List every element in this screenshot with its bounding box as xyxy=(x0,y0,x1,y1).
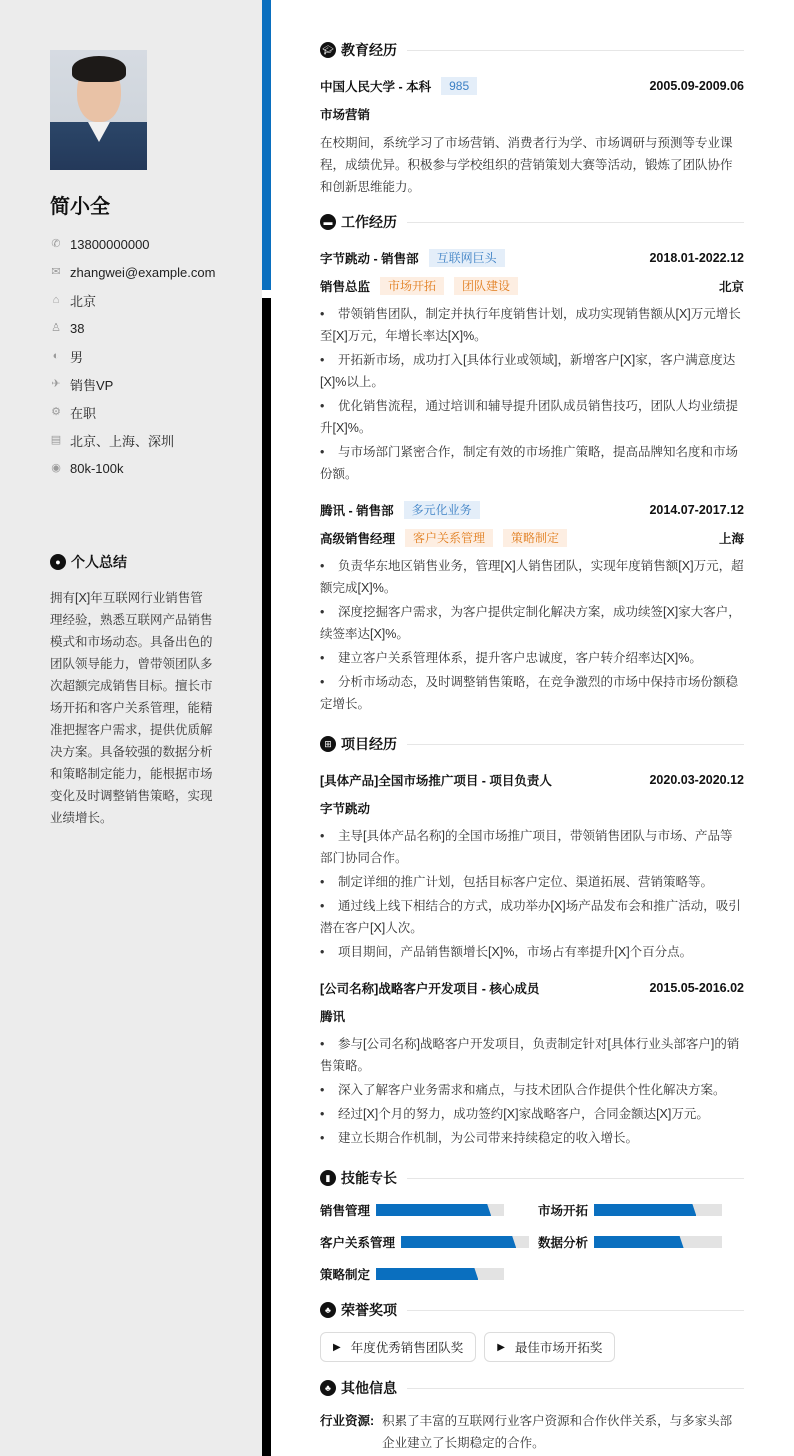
section-education-header xyxy=(320,38,744,62)
work-location: 上海 xyxy=(718,532,744,546)
bullet-item: • 带领销售团队，制定并执行年度销售计划，成功实现销售额从[X]万元增长至[X]万元，年增长率达[X]%。 xyxy=(320,302,744,348)
home-icon: ⌂ xyxy=(52,294,60,306)
age-icon: ♙ xyxy=(51,322,61,334)
briefcase-icon: ▬ xyxy=(320,214,336,230)
section-title: 荣誉奖项 xyxy=(341,1302,397,1318)
work-date: 2018.01-2022.12 xyxy=(649,251,744,265)
skill-bar-fill xyxy=(594,1204,696,1216)
avatar-photo xyxy=(50,50,147,170)
education-entry xyxy=(320,72,744,198)
city-icon: ▤ xyxy=(50,434,62,446)
other-info-value: 积累了丰富的互联网行业客户资源和合作伙伴关系，与多家头部企业建立了长期稳定的合作。 xyxy=(382,1414,733,1450)
project-date: 2020.03-2020.12 xyxy=(649,773,744,787)
award-icon: ♣ xyxy=(320,1302,336,1318)
section-title: 工作经历 xyxy=(341,214,397,230)
award-label: 最佳市场开拓奖 xyxy=(514,1341,603,1355)
skill-item xyxy=(538,1200,744,1220)
bullet-item: • 通过线上线下相结合的方式，成功举办[X]场产品发布会和推广活动，吸引潜在客户[X]人次。 xyxy=(320,894,744,940)
project-entry xyxy=(320,974,744,1150)
play-triangle-icon: ▶ xyxy=(497,1341,505,1353)
work-role-group xyxy=(320,529,567,547)
work-role: 销售总监 xyxy=(320,280,371,294)
role-tag: 策略制定 xyxy=(503,529,567,547)
bullet-item: • 负责华东地区销售业务，管理[X]人销售团队，实现年度销售额[X]万元，超额完成[X]%。 xyxy=(320,554,744,600)
project-name: [公司名称]战略客户开发项目 - 核心成员 xyxy=(320,982,540,996)
project-company: 字节跳动 xyxy=(320,802,371,816)
work-company-group xyxy=(320,249,505,267)
section-title: 其他信息 xyxy=(341,1380,397,1396)
skill-label: 市场开拓 xyxy=(538,1204,589,1218)
work-entry xyxy=(320,496,744,716)
role-tag: 市场开拓 xyxy=(380,277,444,295)
info-phone xyxy=(50,230,215,258)
section-divider xyxy=(407,1310,744,1311)
summary-title: 个人总结 xyxy=(71,554,127,570)
info-gender xyxy=(50,342,215,370)
skill-item xyxy=(538,1232,744,1252)
work-role-row xyxy=(320,272,744,300)
bullet-item: • 制定详细的推广计划，包括目标客户定位、渠道拓展、营销策略等。 xyxy=(320,870,744,894)
company-tag: 多元化业务 xyxy=(404,501,480,519)
summary-text: 拥有[X]年互联网行业销售管理经验，熟悉互联网产品销售模式和市场动态。具备出色的团队领导能力，曾带领团队多次超额完成销售目标。擅长市场开拓和客户关系管理，能精准把握客户需求，提供优质解决方案。具备较强的数据分析和策略制定能力，能根据市场变化及时调整销售策略，实现业绩增长。 xyxy=(50,591,213,825)
skills-grid xyxy=(320,1200,744,1284)
info-value: 13800000000 xyxy=(70,236,150,252)
info-age xyxy=(50,314,215,342)
skill-label: 策略制定 xyxy=(320,1268,371,1282)
accent-bar xyxy=(262,0,271,290)
sidebar xyxy=(0,0,262,1456)
project-name: [具体产品]全国市场推广项目 - 项目负责人 xyxy=(320,774,552,788)
salary-icon: ◉ xyxy=(51,462,61,474)
project-company: 腾讯 xyxy=(320,1010,346,1024)
project-bullets xyxy=(320,1032,744,1150)
skill-bar-track xyxy=(401,1236,529,1248)
section-skills-header xyxy=(320,1166,744,1190)
bullet-item: • 项目期间，产品销售额增长[X]%，市场占有率提升[X]个百分点。 xyxy=(320,940,744,964)
info-target-cities xyxy=(50,426,215,454)
work-company-group xyxy=(320,501,480,519)
company-tag: 互联网巨头 xyxy=(429,249,505,267)
education-row xyxy=(320,72,744,100)
work-bullets xyxy=(320,302,744,486)
section-divider xyxy=(407,1178,744,1179)
bullet-item: • 深度挖掘客户需求，为客户提供定制化解决方案，成功续签[X]家大客户，续签率达[X]%。 xyxy=(320,600,744,646)
project-company-row xyxy=(320,794,744,822)
section-divider xyxy=(407,744,744,745)
award-label: 年度优秀销售团队奖 xyxy=(350,1341,464,1355)
info-value: 男 xyxy=(70,349,84,365)
work-company-row xyxy=(320,496,744,524)
award-chip xyxy=(320,1332,476,1362)
bullet-item: • 开拓新市场，成功打入[具体行业或领域]，新增客户[X]家，客户满意度达[X]%以上。 xyxy=(320,348,744,394)
skill-bar-track xyxy=(376,1268,504,1280)
skill-label: 数据分析 xyxy=(538,1236,589,1250)
info-status xyxy=(50,398,215,426)
info-location xyxy=(50,286,215,314)
project-name-row xyxy=(320,766,744,794)
play-triangle-icon: ▶ xyxy=(333,1341,341,1353)
contact-info-list xyxy=(50,230,215,482)
bullet-item: • 分析市场动态，及时调整销售策略，在竞争激烈的市场中保持市场份额稳定增长。 xyxy=(320,670,744,716)
section-title: 项目经历 xyxy=(341,736,397,752)
skill-label: 客户关系管理 xyxy=(320,1236,396,1250)
project-bullets xyxy=(320,824,744,964)
divider-bar xyxy=(262,298,271,1456)
info-salary xyxy=(50,454,215,482)
school-tag: 985 xyxy=(441,77,477,95)
project-company-row xyxy=(320,1002,744,1030)
main-content xyxy=(320,38,744,1454)
project-entry xyxy=(320,766,744,964)
bullet-item: • 与市场部门紧密合作，制定有效的市场推广策略，提高品牌知名度和市场份额。 xyxy=(320,440,744,486)
skill-bar-track xyxy=(594,1236,722,1248)
section-divider xyxy=(407,1388,744,1389)
work-location: 北京 xyxy=(718,280,744,294)
project-date: 2015.05-2016.02 xyxy=(649,981,744,995)
work-role: 高级销售经理 xyxy=(320,532,396,546)
other-info-label: 行业资源: xyxy=(320,1414,375,1428)
skill-label: 销售管理 xyxy=(320,1204,371,1218)
work-company: 腾讯 - 销售部 xyxy=(320,504,394,518)
section-divider xyxy=(407,50,744,51)
school-name: 中国人民大学 - 本科 xyxy=(320,80,432,94)
section-projects-header xyxy=(320,732,744,756)
section-title: 技能专长 xyxy=(341,1170,397,1186)
role-tag: 客户关系管理 xyxy=(405,529,493,547)
work-company-row xyxy=(320,244,744,272)
skill-bar-fill xyxy=(401,1236,516,1248)
info-email xyxy=(50,258,215,286)
candidate-name: 简小全 xyxy=(50,196,110,218)
other-info-row xyxy=(320,1410,744,1454)
bullet-item: • 深入了解客户业务需求和痛点，与技术团队合作提供个性化解决方案。 xyxy=(320,1078,744,1102)
section-divider xyxy=(407,222,744,223)
info-value: zhangwei@example.com xyxy=(70,264,216,280)
role-tag: 团队建设 xyxy=(454,277,518,295)
education-major: 市场营销 xyxy=(320,108,371,122)
work-company: 字节跳动 - 销售部 xyxy=(320,252,419,266)
grid-icon: ⊞ xyxy=(320,736,336,752)
phone-icon: ✆ xyxy=(51,238,61,250)
education-description: 在校期间，系统学习了市场营销、消费者行为学、市场调研与预测等专业课程，成绩优异。积极参与学校组织的营销策划大赛等活动，锻炼了团队协作和创新思维能力。 xyxy=(320,136,733,194)
education-major-row xyxy=(320,100,744,128)
skill-bar-fill xyxy=(594,1236,684,1248)
status-icon: ⚙ xyxy=(51,406,61,418)
section-work-header xyxy=(320,210,744,234)
skill-bar-track xyxy=(376,1204,504,1216)
bar-chart-icon: ▮ xyxy=(320,1170,336,1186)
bullet-item: • 建立客户关系管理体系，提升客户忠诚度，客户转介绍率达[X]%。 xyxy=(320,646,744,670)
info-badge-icon: ♣ xyxy=(320,1380,336,1396)
award-chip xyxy=(484,1332,615,1362)
mail-icon: ✉ xyxy=(51,266,61,278)
info-value: 38 xyxy=(70,320,85,336)
work-entry xyxy=(320,244,744,486)
bullet-item: • 优化销售流程，通过培训和辅导提升团队成员销售技巧，团队人均业绩提升[X]%。 xyxy=(320,394,744,440)
graduation-cap-icon: 🎓︎ xyxy=(320,42,336,58)
info-position xyxy=(50,370,215,398)
avatar-collar xyxy=(88,122,110,142)
gender-icon: ◐ xyxy=(52,350,60,362)
user-icon: ● xyxy=(50,554,66,570)
info-value: 北京、上海、深圳 xyxy=(70,433,175,449)
section-other-header xyxy=(320,1376,744,1400)
info-value: 北京 xyxy=(70,293,97,309)
skill-bar-fill xyxy=(376,1204,491,1216)
education-school-group xyxy=(320,77,477,95)
skill-item xyxy=(320,1232,538,1252)
skill-bar-fill xyxy=(376,1268,478,1280)
bullet-item: • 经过[X]个月的努力，成功签约[X]家战略客户，合同金额达[X]万元。 xyxy=(320,1102,744,1126)
skill-item xyxy=(320,1264,538,1284)
summary-heading xyxy=(50,552,127,572)
work-bullets xyxy=(320,554,744,716)
skill-bar-track xyxy=(594,1204,722,1216)
work-role-row xyxy=(320,524,744,552)
bullet-item: • 建立长期合作机制，为公司带来持续稳定的收入增长。 xyxy=(320,1126,744,1150)
bullet-item: • 主导[具体产品名称]的全国市场推广项目，带领销售团队与市场、产品等部门协同合作。 xyxy=(320,824,744,870)
education-date: 2005.09-2009.06 xyxy=(649,79,744,93)
work-date: 2014.07-2017.12 xyxy=(649,503,744,517)
bullet-item: • 参与[公司名称]战略客户开发项目，负责制定针对[具体行业头部客户]的销售策略。 xyxy=(320,1032,744,1078)
awards-list xyxy=(320,1332,744,1362)
info-value: 销售VP xyxy=(70,377,114,393)
info-value: 80k-100k xyxy=(70,460,124,476)
project-name-row xyxy=(320,974,744,1002)
avatar-hair xyxy=(72,56,126,82)
position-icon: ✈ xyxy=(51,378,61,390)
section-title: 教育经历 xyxy=(341,42,397,58)
skill-item xyxy=(320,1200,538,1220)
info-value: 在职 xyxy=(70,405,97,421)
section-awards-header xyxy=(320,1298,744,1322)
work-role-group xyxy=(320,277,518,295)
